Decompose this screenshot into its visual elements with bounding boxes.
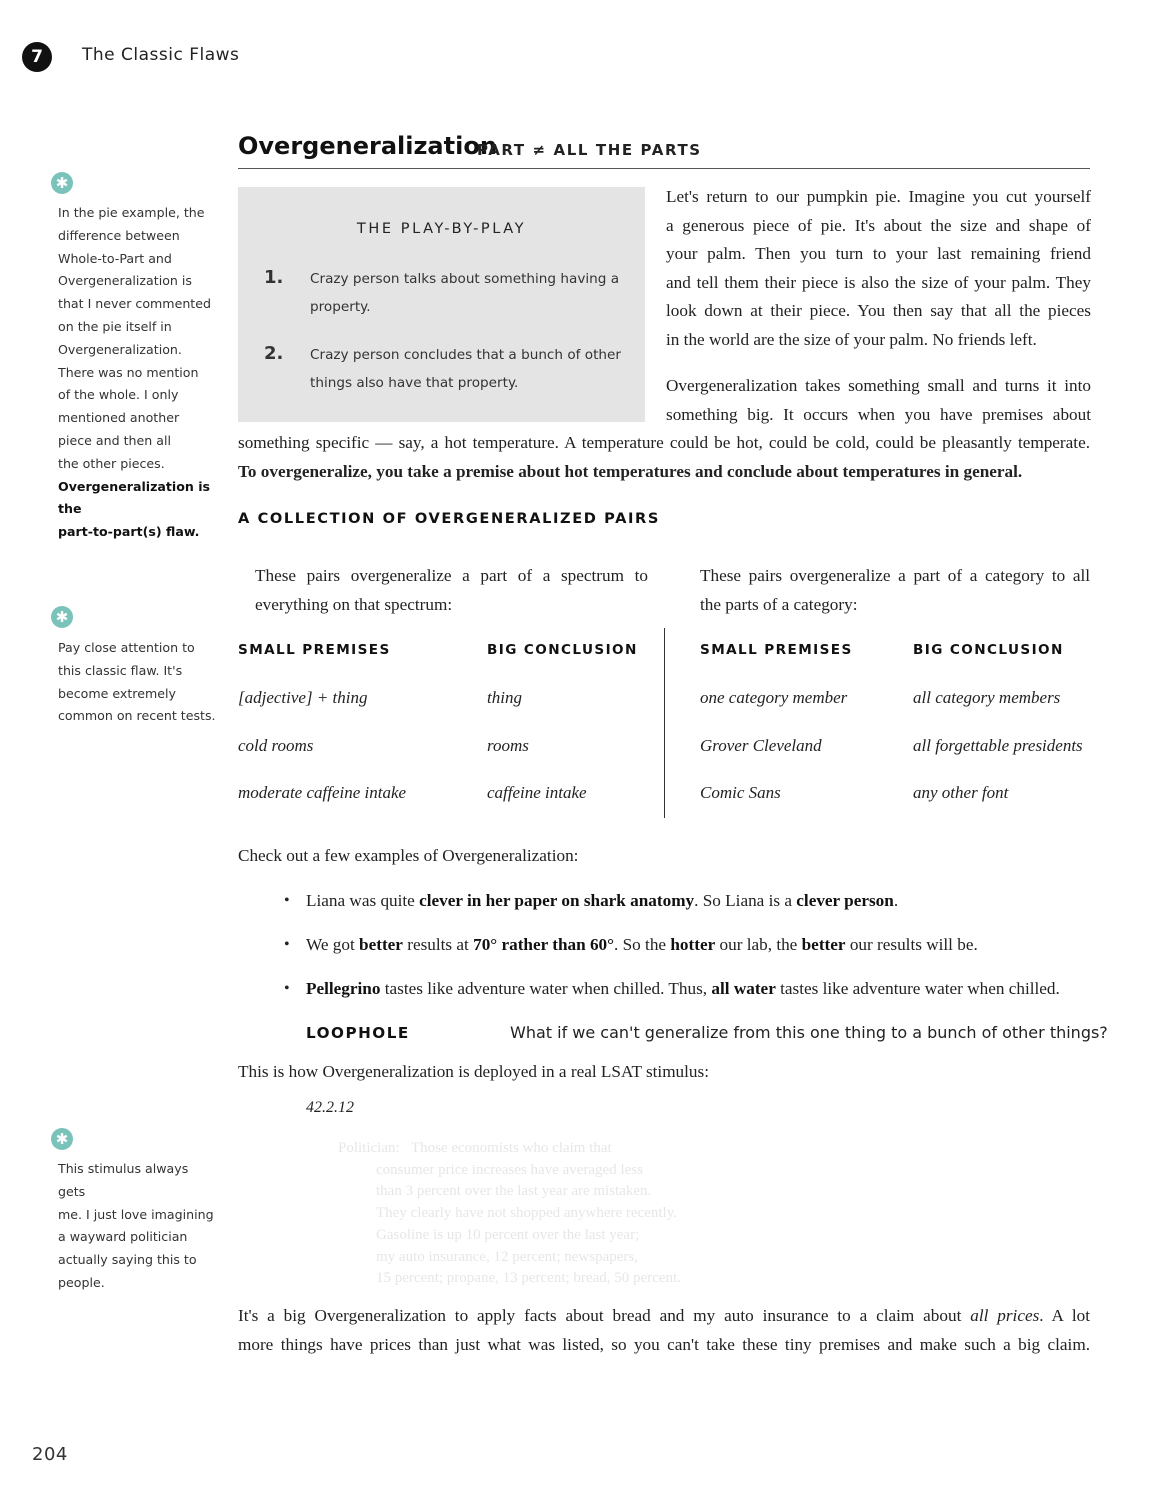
example-emphasis: clever person bbox=[796, 891, 894, 910]
stimulus-line: 15 percent; propane, 13 percent; bread, 50 percent. bbox=[376, 1270, 681, 1287]
note-line: become extremely bbox=[58, 685, 176, 701]
note-line: Overgeneralization. bbox=[58, 341, 182, 357]
step-line: Crazy person talks about something having a bbox=[310, 271, 620, 287]
example-emphasis: 70° rather than 60° bbox=[473, 935, 615, 954]
asterisk-icon: ✱ bbox=[51, 172, 73, 194]
question-code: 42.2.12 bbox=[306, 1099, 354, 1116]
play-by-play-box bbox=[238, 187, 645, 422]
stimulus-line: Those economists who claim that bbox=[410, 1140, 612, 1156]
note-line: mentioned another bbox=[58, 410, 180, 426]
premise-cell: [adjective] + thing bbox=[238, 688, 368, 707]
note-line: There was no mention bbox=[58, 364, 199, 380]
column-header: BIG CONCLUSION bbox=[487, 642, 638, 658]
intro-paragraph bbox=[666, 183, 1091, 354]
example-text: our lab, the bbox=[715, 935, 802, 954]
paragraph-line: more things have prices than just what was listed, so you can't take these tiny premises and make such a big claim. bbox=[238, 1334, 1090, 1354]
category-intro bbox=[700, 562, 1090, 619]
premise-cell: cold rooms bbox=[238, 736, 314, 755]
note-line: this classic flaw. It's bbox=[58, 662, 183, 678]
chapter-number-badge bbox=[22, 42, 52, 72]
step-number: 1. bbox=[264, 267, 284, 288]
conclusion-cell: any other font bbox=[913, 783, 1009, 802]
stimulus-line: than 3 percent over the last year are mistaken. bbox=[376, 1183, 652, 1200]
example-text: tastes like adventure water when chilled. Thus, bbox=[380, 979, 712, 998]
step-text bbox=[310, 341, 625, 397]
step-line: things also have that property. bbox=[310, 375, 519, 391]
sidebar-note-1 bbox=[58, 202, 218, 544]
bullet: • bbox=[284, 892, 290, 909]
conclusion-cell: rooms bbox=[487, 736, 529, 755]
conclusion-cell: all category members bbox=[913, 688, 1061, 707]
asterisk-icon: ✱ bbox=[51, 606, 73, 628]
pairs-heading: A COLLECTION OF OVERGENERALIZED PAIRS bbox=[238, 510, 660, 527]
note-line: on the pie itself in bbox=[58, 318, 172, 334]
note-line: people. bbox=[58, 1274, 105, 1290]
example-item bbox=[306, 979, 1096, 999]
column-header: SMALL PREMISES bbox=[700, 642, 853, 658]
conclusion-cell: all forgettable presidents bbox=[913, 736, 1083, 755]
example-emphasis: all water bbox=[711, 979, 776, 998]
step-text bbox=[310, 265, 625, 321]
premise-cell: Comic Sans bbox=[700, 783, 781, 802]
example-text: . So the bbox=[614, 935, 671, 954]
paragraph-line bbox=[238, 1302, 1090, 1331]
paragraph-text: . A lot bbox=[1039, 1306, 1091, 1325]
sidebar-note-3 bbox=[58, 1158, 218, 1295]
example-item bbox=[306, 891, 1096, 911]
example-emphasis: better bbox=[359, 935, 403, 954]
note-line-bold: part-to-part(s) flaw. bbox=[58, 524, 200, 540]
example-item bbox=[306, 935, 1096, 955]
conclusion-cell: caffeine intake bbox=[487, 783, 587, 802]
play-by-play-title: THE PLAY-BY-PLAY bbox=[356, 221, 527, 237]
paragraph-line: Overgeneralization takes something small and turns it into bbox=[666, 376, 1091, 395]
stimulus-intro: This is how Overgeneralization is deployed in a real LSAT stimulus: bbox=[238, 1062, 709, 1081]
conclusion-paragraph bbox=[238, 1302, 1090, 1359]
paragraph-line: Let's return to our pumpkin pie. Imagine you cut yourself bbox=[666, 187, 1091, 206]
section-subtitle: PART ≠ ALL THE PARTS bbox=[477, 141, 702, 159]
note-line: me. I just love imagining bbox=[58, 1206, 214, 1222]
example-text: We got bbox=[306, 935, 360, 954]
paragraph-line: look down at their piece. You then say that all the pieces bbox=[666, 301, 1091, 320]
step-number: 2. bbox=[264, 343, 284, 364]
intro-line: everything on that spectrum: bbox=[255, 594, 453, 614]
note-line: Overgeneralization is bbox=[58, 273, 192, 289]
premise-cell: one category member bbox=[700, 688, 848, 707]
section-title: Overgeneralization bbox=[238, 132, 497, 160]
stimulus-line: Gasoline is up 10 percent over the last year; bbox=[376, 1226, 640, 1243]
loophole-text: What if we can't generalize from this one thing to a bunch of other things? bbox=[510, 1023, 1108, 1042]
note-line: common on recent tests. bbox=[58, 708, 216, 724]
note-line-bold: Overgeneralization is the bbox=[58, 478, 211, 517]
second-paragraph-rest bbox=[238, 429, 1090, 486]
paragraph-line: in the world are the size of your palm. No friends left. bbox=[666, 329, 1037, 349]
example-text: Liana was quite bbox=[306, 891, 420, 910]
note-line: In the pie example, the bbox=[58, 205, 205, 220]
sidebar-note-2 bbox=[58, 637, 218, 728]
column-header: SMALL PREMISES bbox=[238, 642, 391, 658]
paragraph-line: something big. It occurs when you have premises about bbox=[666, 404, 1091, 424]
example-text: our results will be. bbox=[845, 935, 978, 954]
note-line: the other pieces. bbox=[58, 455, 165, 471]
example-text: tastes like adventure water when chilled. bbox=[775, 979, 1060, 998]
running-head: The Classic Flaws bbox=[82, 45, 240, 65]
example-emphasis: better bbox=[801, 935, 846, 954]
note-line: actually saying this to bbox=[58, 1252, 197, 1268]
note-line: Pay close attention to bbox=[58, 640, 195, 655]
example-emphasis: Pellegrino bbox=[306, 979, 381, 998]
example-emphasis: clever in her paper on shark anatomy bbox=[419, 891, 695, 910]
example-emphasis: hotter bbox=[670, 935, 716, 954]
note-line: Whole-to-Part and bbox=[58, 250, 172, 266]
examples-intro: Check out a few examples of Overgeneralization: bbox=[238, 846, 579, 865]
stimulus-text bbox=[338, 1138, 758, 1290]
note-line: of the whole. I only bbox=[58, 387, 179, 403]
paragraph-line: a generous piece of pie. It's about the size and shape of bbox=[666, 215, 1091, 235]
note-line: a wayward politician bbox=[58, 1229, 188, 1245]
stimulus-speaker: Politician: bbox=[338, 1140, 400, 1156]
stimulus-line: consumer price increases have averaged less bbox=[376, 1161, 643, 1178]
section-title-row bbox=[238, 132, 1090, 169]
bullet: • bbox=[284, 980, 290, 997]
example-text: . bbox=[893, 891, 899, 910]
paragraph-text: It's a big Overgeneralization to apply facts about bread and my auto insurance to a claim about bbox=[238, 1306, 971, 1325]
paragraph-emphasis: all prices bbox=[970, 1306, 1040, 1325]
second-paragraph-start bbox=[666, 372, 1091, 429]
stimulus-first-line bbox=[338, 1138, 758, 1160]
premise-cell: moderate caffeine intake bbox=[238, 783, 407, 802]
paragraph-line: something specific — say, a hot temperature. A temperature could be hot, could be cold, could be pleasantly temperate. bbox=[238, 433, 1090, 452]
spectrum-intro bbox=[255, 562, 648, 619]
stimulus-line: They clearly have not shopped anywhere recently. bbox=[376, 1205, 677, 1222]
premise-cell: Grover Cleveland bbox=[700, 736, 822, 755]
bullet: • bbox=[284, 936, 290, 953]
step-line: property. bbox=[310, 299, 371, 315]
conclusion-cell: thing bbox=[487, 688, 522, 707]
asterisk-icon: ✱ bbox=[51, 1128, 73, 1150]
paragraph-line: and tell them their piece is also the size of your palm. They bbox=[666, 272, 1091, 292]
note-line: This stimulus always gets bbox=[58, 1161, 189, 1199]
note-line: difference between bbox=[58, 227, 180, 243]
loophole-label: LOOPHOLE bbox=[306, 1024, 410, 1042]
stimulus-line: my auto insurance, 12 percent; newspapers, bbox=[376, 1248, 638, 1265]
example-text: . So Liana is a bbox=[694, 891, 797, 910]
page-number: 204 bbox=[32, 1444, 68, 1465]
chapter-number: 7 bbox=[31, 47, 43, 67]
note-line: piece and then all bbox=[58, 432, 171, 448]
example-text: results at bbox=[402, 935, 474, 954]
note-line: that I never commented bbox=[58, 296, 211, 312]
step-line: Crazy person concludes that a bunch of other bbox=[310, 347, 621, 363]
intro-line: These pairs overgeneralize a part of a spectrum to bbox=[255, 566, 648, 585]
intro-line: These pairs overgeneralize a part of a category to all bbox=[700, 566, 1090, 585]
key-statement: To overgeneralize, you take a premise about hot temperatures and conclude about temperatures in general. bbox=[238, 461, 1023, 481]
paragraph-line: your palm. Then you turn to your last remaining friend bbox=[666, 244, 1091, 263]
intro-line: the parts of a category: bbox=[700, 594, 858, 614]
column-header: BIG CONCLUSION bbox=[913, 642, 1064, 658]
column-divider bbox=[664, 628, 665, 818]
